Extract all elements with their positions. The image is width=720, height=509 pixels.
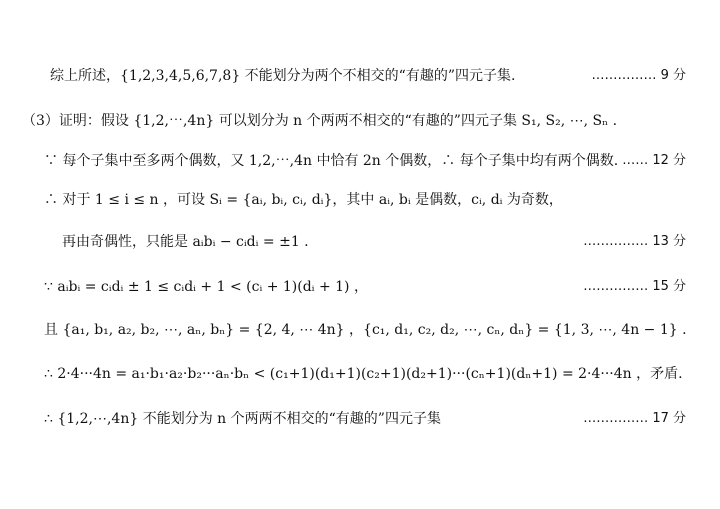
score-marker: …… 12 分 [622, 153, 686, 168]
line-text: ∴ 对于 1 ≤ i ≤ n ，可设 Sᵢ = {aᵢ, bᵢ, cᵢ, dᵢ}，其中 aᵢ, bᵢ 是偶数，cᵢ, dᵢ 为奇数， [44, 192, 563, 208]
score-marker: …………… 13 分 [583, 234, 686, 249]
final-conclusion-line [0, 404, 720, 434]
conclusion-line [0, 61, 720, 91]
line-text: ∵ aᵢbᵢ = cᵢdᵢ ± 1 ≤ cᵢdᵢ + 1 < (cᵢ + 1)(dᵢ + 1) ， [44, 279, 368, 295]
line-text: 且 {a₁, b₁, a₂, b₂, ⋯, aₙ, bₙ} = {2, 4, ⋯ 4n} ，{c₁, d₁, c₂, d₂, ⋯, cₙ, dₙ} = {1, 3, ⋯, 4n − 1} . [44, 322, 687, 338]
set-equality-line [0, 315, 720, 345]
line-text: ∵ 每个子集中至多两个偶数，又 1,2,⋯,4n 中恰有 2n 个偶数，∴ 每个子集中均有两个偶数. [44, 153, 619, 169]
parity-line [0, 227, 720, 257]
subset-definition-line [0, 185, 720, 215]
line-text: ∴ {1,2,⋯,4n} 不能划分为 n 个两两不相交的“有趣的”四元子集 [44, 411, 441, 427]
product-contradiction-line [0, 359, 720, 389]
line-text: （3）证明：假设 {1,2,⋯,4n} 可以划分为 n 个两两不相交的“有趣的”四元子集 S₁, S₂, ⋯, Sₙ . [22, 113, 618, 129]
line-text: 再由奇偶性，只能是 aᵢbᵢ − cᵢdᵢ = ±1 . [62, 234, 309, 250]
line-text: ∴ 2·4···4n = a₁·b₁·a₂·b₂···aₙ·bₙ < (c₁+1)(d₁+1)(c₂+1)(d₂+1)···(cₙ+1)(dₙ+1) = 2·4···4n ，矛盾. [44, 366, 683, 382]
proof-assumption-line [0, 106, 720, 136]
score-marker: …………… 9 分 [591, 68, 686, 83]
score-marker: …………… 15 分 [583, 279, 686, 294]
score-marker: …………… 17 分 [583, 411, 686, 426]
line-text: 综上所述，{1,2,3,4,5,6,7,8} 不能划分为两个不相交的“有趣的”四元子集. [50, 68, 516, 84]
even-count-line [0, 146, 720, 176]
inequality-line [0, 272, 720, 302]
